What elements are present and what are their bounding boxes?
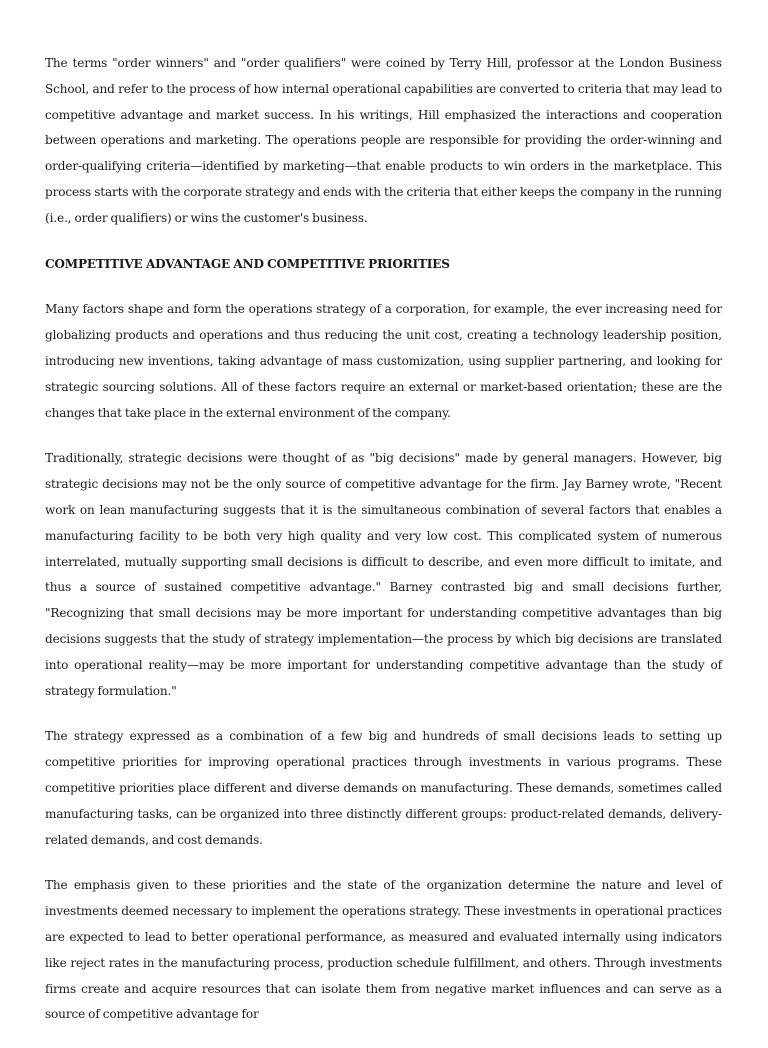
paragraph-investments: The emphasis given to these priorities and the state of the organization determine the nature and level of investments deemed necessary to implement the operations strategy. These investments in operational practices are expected to lead to better operational performance, as measured and evaluated internally using indicators like reject rates in the manufacturing process, production schedule fulfillment, and others. Through investments firms create and acquire resources that can isolate them from negative market influences and can serve as a source of competitive advantage for (45, 878, 722, 1022)
paragraph-big-decisions: Traditionally, strategic decisions were thought of as "big decisions" made by general managers. However, big strategic decisions may not be the only source of competitive advantage for the firm. Jay Barney wrote, "Recent work on lean manufacturing suggests that it is the simultaneous combination of several factors that enables a manufacturing facility to be both very high quality and very low cost. This complicated system of numerous interrelated, mutually supporting small decisions is difficult to describe, and even more difficult to imitate, and thus a source of sustained competitive advantage." Barney contrasted big and small decisions further, "Recognizing that small decisions may be more important for understanding competitive advantages than big decisions suggests that the study of strategy implementation—the process by which big decisions are translated into operational reality—may be more important for understanding competitive advantage than the study of strategy formulation." (45, 451, 722, 698)
paragraph-factors: Many factors shape and form the operations strategy of a corporation, for example, the ever increasing need for globalizing products and operations and thus reducing the unit cost, creating a technology leadership position, introducing new inventions, taking advantage of mass customization, using supplier partnering, and looking for strategic sourcing solutions. All of these factors require an external or market-based orientation; these are the changes that take place in the external environment of the company. (45, 302, 722, 420)
document-page (45, 51, 722, 1048)
paragraph-competitive-priorities: The strategy expressed as a combination of a few big and hundreds of small decisions leads to setting up competitive priorities for improving operational practices through investments in various programs. These competitive priorities place different and diverse demands on manufacturing. These demands, sometimes called manufacturing tasks, can be organized into three distinctly different groups: product-related demands, delivery-related demands, and cost demands. (45, 729, 722, 847)
paragraph-order-winners: The terms "order winners" and "order qualifiers" were coined by Terry Hill, professor at the London Business School, and refer to the process of how internal operational capabilities are converted to criteria that may lead to competitive advantage and market success. In his writings, Hill emphasized the interactions and cooperation between operations and marketing. The operations people are responsible for providing the order-winning and order-qualifying criteria—identified by marketing—that enable products to win orders in the marketplace. This process starts with the corporate strategy and ends with the criteria that either keeps the company in the running (i.e., order qualifiers) or wins the customer's business. (45, 56, 722, 225)
section-heading: COMPETITIVE ADVANTAGE AND COMPETITIVE PRIORITIES (45, 256, 450, 271)
